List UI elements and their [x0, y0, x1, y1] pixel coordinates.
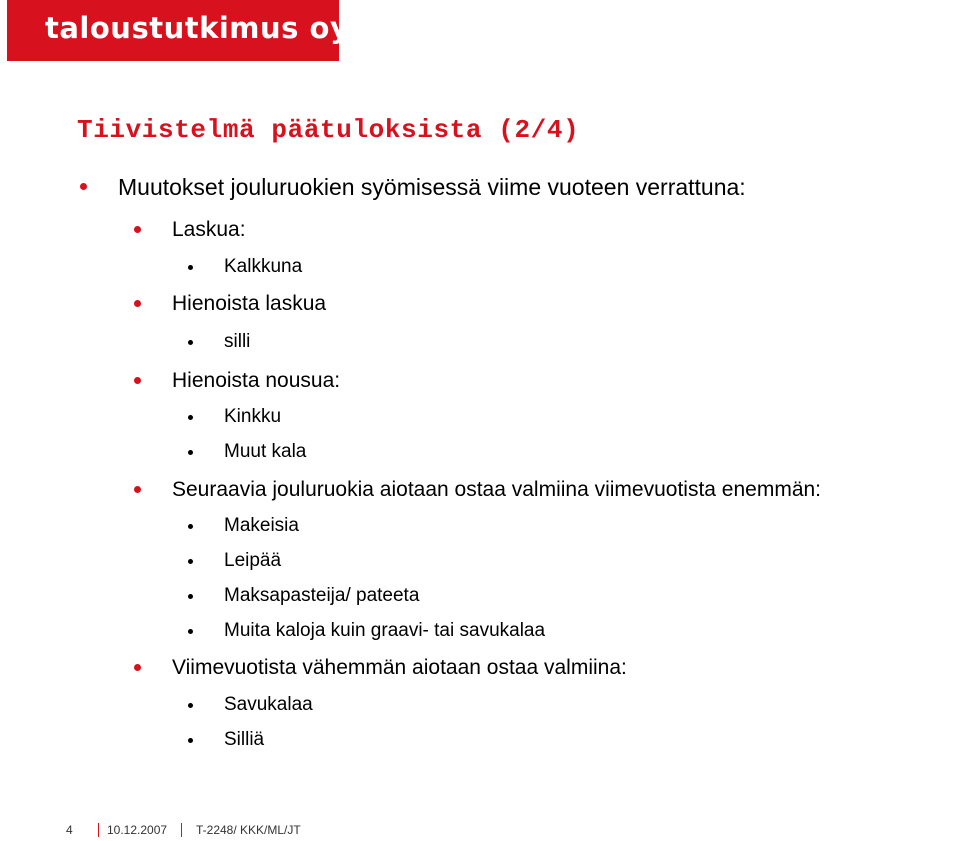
- footer-divider: [98, 823, 99, 837]
- footer-reference: T-2248/ KKK/ML/JT: [196, 823, 301, 837]
- list-item: Hienoista nousua:: [172, 369, 341, 392]
- list-item: Hienoista laskua: [172, 292, 327, 315]
- list-item: Silliä: [224, 729, 265, 750]
- bullet-icon: [188, 703, 193, 708]
- bullet-icon: [80, 183, 87, 190]
- bullet-icon: [134, 664, 141, 671]
- list-item: Muutokset jouluruokien syömisessä viime vuoteen verrattuna:: [118, 174, 746, 200]
- list-item: Savukalaa: [224, 694, 313, 715]
- list-item: Maksapasteija/ pateeta: [224, 585, 420, 606]
- page-title: Tiivistelmä päätuloksista (2/4): [77, 115, 580, 145]
- list-item: Muut kala: [224, 441, 307, 462]
- bullet-icon: [134, 377, 141, 384]
- bullet-icon: [188, 559, 193, 564]
- bullet-icon: [188, 738, 193, 743]
- footer-date: 10.12.2007: [107, 823, 168, 837]
- list-item: Seuraavia jouluruokia aiotaan ostaa valmiina viimevuotista enemmän:: [172, 478, 822, 501]
- bullet-icon: [188, 524, 193, 529]
- bullet-icon: [134, 226, 141, 233]
- list-item: silli: [224, 331, 251, 352]
- bullet-icon: [188, 415, 193, 420]
- footer-divider: [181, 823, 182, 837]
- logo-text: taloustutkimus oy: [45, 11, 350, 45]
- list-item: Muita kaloja kuin graavi- tai savukalaa: [224, 620, 546, 641]
- bullet-icon: [134, 300, 141, 307]
- bullet-icon: [188, 594, 193, 599]
- list-item: Kalkkuna: [224, 256, 303, 277]
- list-item: Viimevuotista vähemmän aiotaan ostaa valmiina:: [172, 656, 627, 679]
- list-item: Kinkku: [224, 406, 282, 427]
- page-number: 4: [66, 823, 73, 837]
- bullet-icon: [188, 629, 193, 634]
- bullet-icon: [188, 450, 193, 455]
- bullet-icon: [188, 265, 193, 270]
- list-item: Makeisia: [224, 515, 299, 536]
- list-item: Leipää: [224, 550, 282, 571]
- bullet-icon: [134, 486, 141, 493]
- list-item: Laskua:: [172, 218, 246, 241]
- logo: [7, 0, 350, 61]
- bullet-icon: [188, 340, 193, 345]
